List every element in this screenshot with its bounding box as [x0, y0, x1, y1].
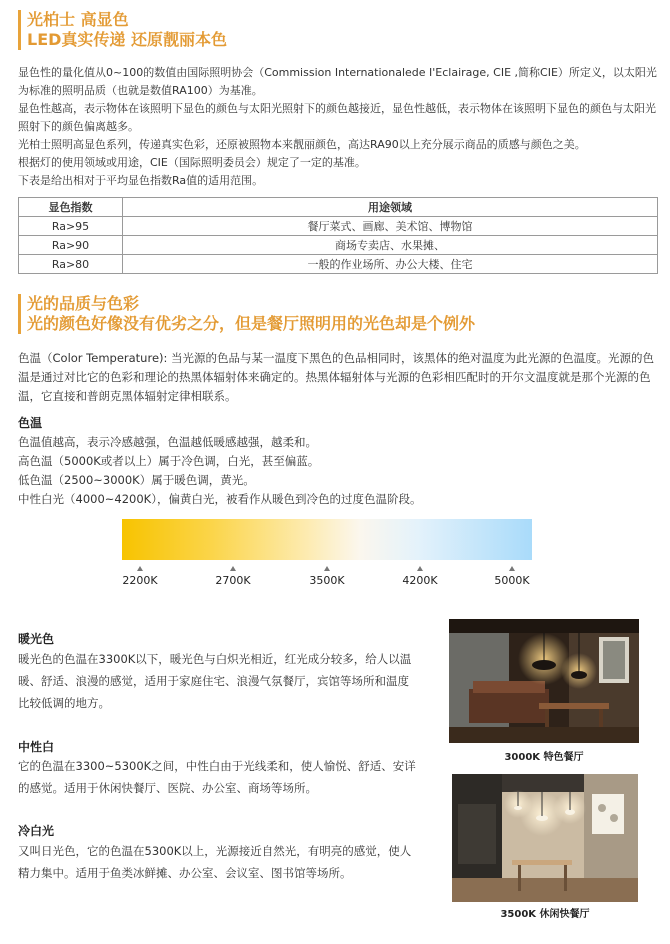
triangle-up-icon: [324, 566, 330, 571]
heading-subtitle: 光的颜色好像没有优劣之分，但是餐厅照明用的光色却是个例外: [27, 314, 476, 333]
photo-caption: 3500K 休闲快餐厅: [500, 909, 590, 920]
cool-light-title: 冷白光: [18, 824, 55, 838]
tick-label: 4200K: [402, 574, 438, 587]
color-temp-intro: 色温（Color Temperature): 当光源的色品与某一温度下黑色的色品相同时，该黑体的绝对温度为此光源的色温度。光源的色温是通过对比它的色彩和理论的热黑体辐射体来确定的。热黑体辐射体与光源的色彩相匹配时的开尔文温度就是那个光源的色温，它直接和普朗克黑体辐射定律相联系。: [18, 351, 655, 403]
heading-subtitle: LED真实传递 还原靓丽本色: [27, 30, 227, 49]
table-row: [19, 255, 658, 274]
paragraph: 下表是给出相对于平均显色指数Ra值的适用范围。: [18, 174, 264, 187]
table-row: [19, 217, 658, 236]
warm-light-title: 暖光色: [18, 632, 55, 646]
cri-intro: [18, 64, 658, 190]
paragraph: 显色性越高，表示物体在该照明下显色的颜色与太阳光照射下的颜色越接近，显色性越低，表示物体在该照明下显色的颜色与太阳光照射下的颜色偏离越多。: [18, 102, 656, 133]
triangle-up-icon: [417, 566, 423, 571]
table-cell: 餐厅菜式、画廊、美术馆、博物馆: [123, 217, 658, 236]
scale-tick: [110, 566, 170, 587]
line: 低色温（2500~3000K）属于暖色调，黄光。: [18, 473, 255, 487]
line: 高色温（5000K或者以上）属于冷色调，白光，甚至偏蓝。: [18, 454, 320, 468]
heading-title: 光柏士 高显色: [27, 10, 129, 29]
restaurant-illustration: [452, 774, 638, 902]
table-cell: Ra>90: [19, 236, 123, 255]
line: 中性白光（4000~4200K），偏黄白光，被看作从暖色到冷色的过度色温阶段。: [18, 492, 422, 506]
neutral-light-body: 它的色温在3300~5300K之间，中性白由于光线柔和，使人愉悦、舒适、安详的感觉。适用于休闲快餐厅、医院、办公室、商场等场所。: [18, 759, 416, 795]
table-cell: 商场专卖店、水果摊、: [123, 236, 658, 255]
color-temperature-scale: [122, 519, 532, 560]
cool-light-body: 又叫日光色，它的色温在5300K以上，光源接近自然光，有明亮的感觉，使人精力集中。适用于鱼类冰鲜摊、办公室、会议室、图书馆等场所。: [18, 844, 412, 880]
line: 色温值越高，表示冷感越强，色温越低暖感越强，越柔和。: [18, 435, 317, 449]
section-heading-cri: [18, 10, 227, 50]
tick-label: 2200K: [122, 574, 158, 587]
table-cell: Ra>95: [19, 217, 123, 236]
triangle-up-icon: [509, 566, 515, 571]
photo-caption: 3000K 特色餐厅: [504, 752, 584, 763]
warm-light-body: 暖光色的色温在3300K以下，暖光色与白炽光相近，红光成分较多，给人以温暖、舒适、浪漫的感觉，适用于家庭住宅、浪漫气氛餐厅，宾馆等场所和温度比较低调的地方。: [18, 652, 412, 710]
paragraph: 显色性的量化值从0~100的数值由国际照明协会（Commission Internationalede I'Eclairage, CIE ,简称CIE）所定义，以太阳光为标准的照明品质（也就是数值RA100）为基准。: [18, 66, 657, 97]
table-row: [19, 236, 658, 255]
cri-table: [18, 197, 658, 274]
scale-tick: [390, 566, 450, 587]
column-header: 显色指数: [19, 198, 123, 217]
casual-restaurant-photo: [452, 774, 638, 902]
color-temp-title: 色温: [18, 416, 43, 430]
tick-label: 3500K: [309, 574, 345, 587]
scale-tick: [297, 566, 357, 587]
scale-tick: [203, 566, 263, 587]
table-cell: 一般的作业场所、办公大楼、住宅: [123, 255, 658, 274]
tick-label: 5000K: [494, 574, 530, 587]
paragraph: 根据灯的使用领域或用途，CIE（国际照明委员会）规定了一定的基准。: [18, 156, 366, 169]
table-cell: Ra>80: [19, 255, 123, 274]
tick-label: 2700K: [215, 574, 251, 587]
restaurant-illustration: [449, 619, 639, 743]
triangle-up-icon: [230, 566, 236, 571]
heading-title: 光的品质与色彩: [27, 294, 140, 313]
triangle-up-icon: [137, 566, 143, 571]
column-header: 用途领域: [123, 198, 658, 217]
neutral-light-title: 中性白: [18, 740, 55, 754]
warm-restaurant-photo: [449, 619, 639, 743]
scale-tick: [482, 566, 542, 587]
section-heading-light-quality: [18, 294, 475, 334]
paragraph: 光柏士照明高显色系列，传递真实色彩，还原被照物本来靓丽颜色，高达RA90以上充分展示商品的质感与颜色之美。: [18, 138, 586, 151]
color-temp-lines: [18, 433, 658, 509]
table-header-row: [19, 198, 658, 217]
